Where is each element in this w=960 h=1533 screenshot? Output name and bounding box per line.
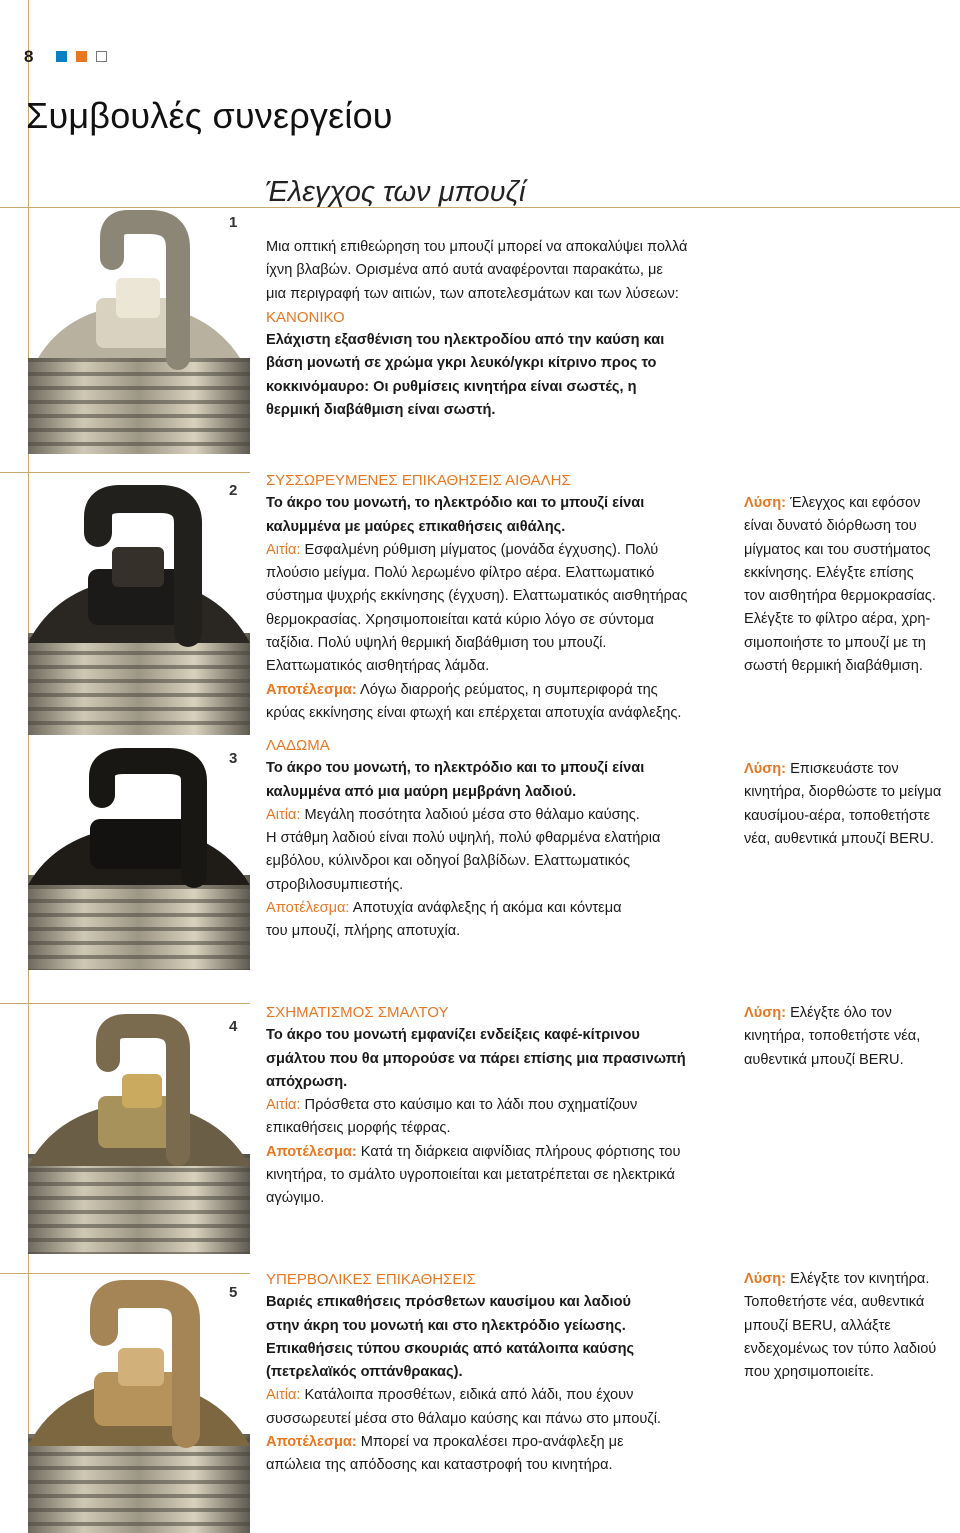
solution-line: εκκίνησης. Ελέγξτε επίσης <box>744 564 914 581</box>
solution-line: είναι δυνατό διόρθωση του <box>744 518 917 535</box>
spark-plug-normal-icon <box>28 208 250 454</box>
oil-summary-line: καλυμμένα από μια μαύρη μεμβράνη λαδιού. <box>266 783 577 800</box>
solution-line: κινητήρα, τοποθετήστε νέα, <box>744 1028 921 1045</box>
result-text: Κατά τη διάρκεια αιφνίδιας πλήρους φόρτισης του <box>360 1143 681 1160</box>
solution-label: Λύση: <box>744 1271 786 1287</box>
spark-plug-deposits-icon <box>28 1274 250 1533</box>
soot-summary-line: Το άκρο του μονωτή, το ηλεκτρόδιο και το μπουζί είναι <box>266 495 645 512</box>
soot-summary-line: καλυμμένα με μαύρες επικαθήσεις αιθάλης. <box>266 518 566 535</box>
spark-plug-photo-normal <box>28 208 250 454</box>
empty-square-icon <box>96 51 107 62</box>
page-subtitle: Έλεγχος των μπουζί <box>265 176 526 208</box>
cause-label: Αιτία: <box>266 541 301 558</box>
glaze-cause-line: επικαθήσεις μορφής τέφρας. <box>266 1120 451 1137</box>
deposits-summary-line: Επικαθήσεις τύπου σκουριάς από κατάλοιπα καύσης <box>266 1340 635 1357</box>
intro-line: μια περιγραφή των αιτιών, των αποτελεσμάτων και των λύσεων: <box>266 285 679 302</box>
deposits-result-line: απώλεια της απόδοσης και καταστροφή του κινητήρα. <box>266 1457 613 1474</box>
cause-label: Αιτία: <box>266 1097 301 1114</box>
normal-description-line: βάση μονωτή σε χρώμα γκρι λευκό/γκρι κίτρινο προς το <box>266 355 657 372</box>
solution-text: Έλεγχος και εφόσον <box>790 495 921 511</box>
spark-plug-soot-icon <box>28 473 250 735</box>
soot-result-line: κρύας εκκίνησης είναι φτωχή και επέρχεται αποτυχία ανάφλεξης. <box>266 704 682 721</box>
soot-result-line <box>266 679 736 702</box>
page-title: Συμβουλές συνεργείου <box>26 95 393 136</box>
oil-cause-line: Η στάθμη λαδιού είναι πολύ υψηλή, πολύ φθαρμένα ελατήρια <box>266 830 661 847</box>
solution-label: Λύση: <box>744 495 786 511</box>
soot-section <box>266 469 736 725</box>
spark-plug-oil-icon <box>28 735 250 970</box>
result-label: Αποτέλεσμα: <box>266 681 357 698</box>
glaze-summary-line: σμάλτου που θα μπορούσε να πάρει επίσης μια πρασινωπή <box>266 1050 686 1067</box>
deposits-summary-line: στην άκρη του μονωτή και στο ηλεκτρόδιο γείωσης. <box>266 1317 626 1334</box>
oil-cause-line: στροβιλοσυμπιεστής. <box>266 876 404 893</box>
deposits-cause-line: συσσωρευτεί μέσα στο θάλαμο καύσης και πάνω στο μπουζί. <box>266 1410 662 1427</box>
cause-text: Κατάλοιπα προσθέτων, ειδικά από λάδι, που έχουν <box>304 1387 634 1404</box>
section-number-4: 4 <box>229 1018 238 1035</box>
intro-line: Μια οπτική επιθεώρηση του μπουζί μπορεί να αποκαλύψει πολλά <box>266 239 688 255</box>
solution-line: κινητήρα, διορθώστε το μείγμα <box>744 784 942 801</box>
solution-text: Ελέγξτε τον κινητήρα. <box>790 1271 930 1287</box>
soot-cause-line: πλούσιο μείγμα. Πολύ λερωμένο φίλτρο αέρα. Ελαττωματικό <box>266 565 655 582</box>
cause-text: Πρόσθετα στο καύσιμο και το λάδι που σχηματίζουν <box>304 1097 638 1114</box>
soot-cause-line: ταξίδια. Πολύ υψηλή θερμική διαβάθμιση του μπουζί. <box>266 635 607 652</box>
normal-description-line: Ελάχιστη εξασθένιση του ηλεκτροδίου από την καύση και <box>266 332 665 349</box>
solution-line: Ελέγξτε το φίλτρο αέρα, χρη- <box>744 611 931 628</box>
deposits-summary-line: Βαριές επικαθήσεις πρόσθετων καυσίμου και λαδιού <box>266 1294 632 1311</box>
spark-plug-photo-oil <box>28 735 250 970</box>
solution-line: που χρησιμοποιείτε. <box>744 1364 874 1381</box>
blue-square-icon <box>56 51 67 62</box>
intro-block <box>266 236 736 422</box>
solution-line: καυσίμου-αέρα, τοποθετήστε <box>744 807 931 824</box>
solution-line: μπουζί BERU, αλλάξτε <box>744 1317 891 1334</box>
deposits-summary-line: (πετρελαϊκός οπτάνθρακας). <box>266 1364 463 1381</box>
soot-cause-line: σύστημα ψυχρής εκκίνησης (έγχυση). Ελαττωματικός αισθητήρας <box>266 588 688 605</box>
solution-line: μίγματος και του συστήματος <box>744 541 931 558</box>
soot-solution <box>744 492 958 678</box>
cause-text: Εσφαλμένη ρύθμιση μίγματος (μονάδα έγχυσης). Πολύ <box>304 541 659 558</box>
solution-line: νέα, αυθεντικά μπουζί BERU. <box>744 830 935 847</box>
result-text: Μπορεί να προκαλέσει προ-ανάφλεξη με <box>360 1434 624 1451</box>
result-text: Αποτυχία ανάφλεξης ή ακόμα και κόντεμα <box>352 900 622 917</box>
solution-line: τον αισθητήρα θερμοκρασίας. <box>744 588 936 605</box>
glaze-summary-line: απόχρωση. <box>266 1073 348 1090</box>
normal-description-line: θερμική διαβάθμιση είναι σωστή. <box>266 402 496 419</box>
result-label: Αποτέλεσμα: <box>266 1434 357 1451</box>
orange-square-icon <box>76 51 87 62</box>
intro-line: ίχνη βλαβών. Ορισμένα από αυτά αναφέρονται παρακάτω, με <box>266 262 663 279</box>
glaze-result-line: αγώγιμο. <box>266 1190 325 1207</box>
glaze-solution <box>744 1002 958 1072</box>
solution-label: Λύση: <box>744 761 786 777</box>
deposits-section <box>266 1268 736 1478</box>
solution-line: αυθεντικά μπουζί BERU. <box>744 1051 904 1068</box>
section-number-2: 2 <box>229 482 238 499</box>
solution-label: Λύση: <box>744 1005 786 1021</box>
spark-plug-photo-deposits <box>28 1274 250 1533</box>
soot-cause-line <box>266 539 736 562</box>
oil-heading: ΛΑΔΩΜΑ <box>266 737 330 754</box>
normal-description-line: κοκκινόμαυρο: Οι ρυθμίσεις κινητήρα είναι σωστές, η <box>266 378 637 395</box>
result-label: Αποτέλεσμα: <box>266 900 350 917</box>
spark-plug-photo-glaze <box>28 1004 250 1254</box>
soot-cause-line: Ελαττωματικός αισθητήρας λάμδα. <box>266 658 490 675</box>
cause-text: Μεγάλη ποσότητα λαδιού μέσα στο θάλαμο καύσης. <box>304 806 640 823</box>
solution-text: Επισκευάστε τον <box>790 761 899 777</box>
oil-section <box>266 734 736 944</box>
section-number-5: 5 <box>229 1284 238 1301</box>
result-label: Αποτέλεσμα: <box>266 1143 357 1160</box>
deposits-solution <box>744 1268 958 1384</box>
page-number: 8 <box>24 47 34 66</box>
deposits-heading: ΥΠΕΡΒΟΛΙΚΕΣ ΕΠΙΚΑΘΗΣΕΙΣ <box>266 1271 476 1288</box>
cause-label: Αιτία: <box>266 806 301 823</box>
soot-cause-line: θερμοκρασίας. Χρησιμοποιείται κατά κύριο λόγο σε σύντομα <box>266 611 654 628</box>
spark-plug-photo-soot <box>28 473 250 735</box>
result-text: Λόγω διαρροής ρεύματος, η συμπεριφορά της <box>359 681 658 698</box>
glaze-section <box>266 1001 736 1211</box>
spark-plug-glaze-icon <box>28 1004 250 1254</box>
glaze-result-line: κινητήρα, το σμάλτο υγροποιείται και μετατρέπεται σε ηλεκτρικά <box>266 1167 675 1184</box>
oil-result-line: του μπουζί, πλήρης αποτυχία. <box>266 923 461 940</box>
oil-cause-line: εμβόλου, κύλινδροι και οδηγοί βαλβίδων. Ελαττωματικός <box>266 853 631 870</box>
section-number-3: 3 <box>229 750 238 767</box>
normal-heading: ΚΑΝΟΝΙΚΟ <box>266 308 345 326</box>
solution-line: ενδεχομένως τον τύπο λαδιού <box>744 1340 937 1357</box>
solution-line: Τοποθετήστε νέα, αυθεντικά <box>744 1294 925 1311</box>
oil-solution <box>744 758 958 851</box>
solution-text: Ελέγξτε όλο τον <box>790 1005 892 1021</box>
solution-line: σωστή θερμική διαβάθμιση. <box>744 658 923 675</box>
glaze-summary-line: Το άκρο του μονωτή εμφανίζει ενδείξεις καφέ-κίτρινου <box>266 1027 640 1044</box>
cause-label: Αιτία: <box>266 1387 301 1404</box>
oil-summary-line: Το άκρο του μονωτή, το ηλεκτρόδιο και το μπουζί είναι <box>266 760 645 777</box>
glaze-heading: ΣΧΗΜΑΤΙΣΜΟΣ ΣΜΑΛΤΟΥ <box>266 1004 449 1021</box>
section-number-1: 1 <box>229 214 238 231</box>
soot-heading: ΣΥΣΣΩΡΕΥΜΕΝΕΣ ΕΠΙΚΑΘΗΣΕΙΣ ΑΙΘΑΛΗΣ <box>266 472 571 489</box>
solution-line: σιμοποιήστε το μπουζί με τη <box>744 634 926 651</box>
